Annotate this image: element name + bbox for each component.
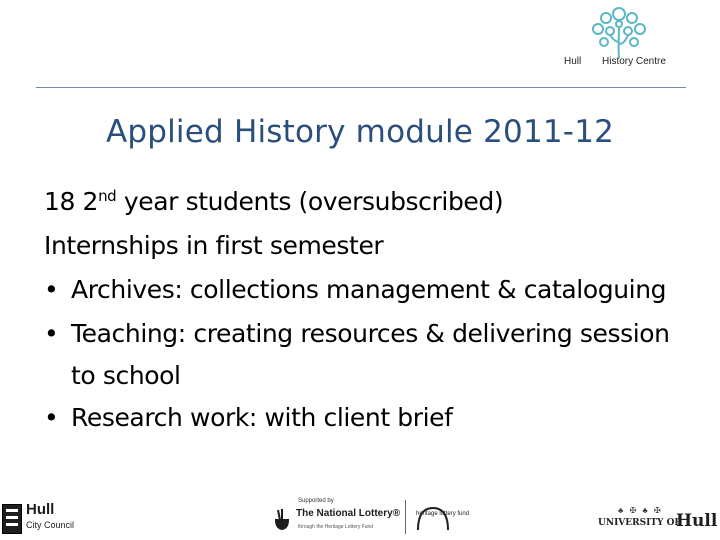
bullet-text: Teaching: creating resources & delivering session	[71, 319, 670, 348]
logo-history-centre-text: History Centre	[602, 56, 666, 67]
logo-hull-text: Hull	[564, 56, 582, 67]
crossed-fingers-icon	[272, 508, 292, 530]
students-prefix: 18 2	[44, 187, 99, 216]
university-crests-icon: ♣ ✠ ♣ ✠	[618, 506, 663, 515]
body-line-students	[44, 180, 714, 224]
bullet-item	[44, 312, 714, 356]
footer-logos	[0, 494, 720, 540]
university-of-hull-logo	[596, 506, 716, 532]
body-line-internships: Internships in first semester	[44, 231, 384, 260]
lottery-name: The National Lottery®	[296, 508, 401, 519]
lottery-supported-text: Supported by	[298, 498, 334, 504]
ordinal-superscript: nd	[98, 187, 117, 205]
hlf-text: heritage lottery fund	[416, 511, 470, 517]
university-name: Hull	[676, 511, 718, 531]
council-sub: City Council	[26, 520, 75, 530]
slide-body	[44, 180, 714, 440]
bullet-text: Archives: collections management & cataloguing	[71, 275, 667, 304]
tree-icon	[582, 2, 656, 60]
bullet-continuation: to school	[71, 361, 181, 390]
header-divider	[36, 87, 686, 88]
bullet-item	[44, 396, 714, 440]
logo-separator	[405, 500, 406, 534]
bullet-text: Research work: with client brief	[71, 403, 453, 432]
bullet-item	[44, 268, 714, 312]
slide-title: Applied History module 2011-12	[105, 114, 615, 150]
university-prefix: UNIVERSITY OF	[598, 518, 681, 528]
bullet-marker: •	[44, 403, 59, 432]
council-crest-icon	[2, 504, 22, 534]
hull-history-centre-logo	[560, 2, 686, 72]
students-suffix: year students (oversubscribed)	[116, 187, 504, 216]
bullet-marker: •	[44, 319, 59, 348]
lottery-sub: through the Heritage Lottery Fund	[298, 524, 374, 530]
national-lottery-logo	[270, 498, 470, 536]
bullet-marker: •	[44, 275, 59, 304]
council-name: Hull	[26, 501, 55, 518]
heritage-lottery-fund-logo	[412, 504, 470, 532]
hlf-arch-icon	[412, 504, 454, 532]
hull-city-council-logo	[2, 501, 92, 534]
